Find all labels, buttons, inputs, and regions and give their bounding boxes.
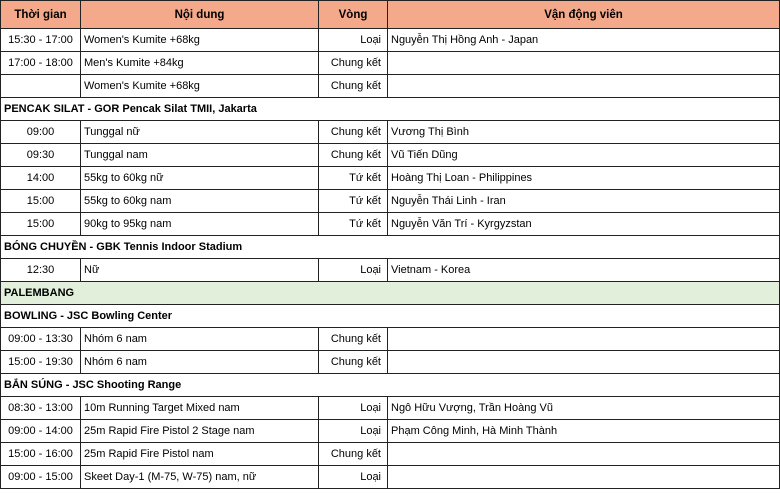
- content-cell: Men's Kumite +84kg: [81, 52, 319, 75]
- time-cell: 08:30 - 13:00: [1, 397, 81, 420]
- content-cell: Women's Kumite +68kg: [81, 29, 319, 52]
- athlete-cell: Nguyễn Thái Linh - Iran: [388, 190, 780, 213]
- time-cell: 09:00 - 15:00: [1, 466, 81, 489]
- athlete-cell: [388, 328, 780, 351]
- time-cell: [1, 75, 81, 98]
- header-content: Nội dung: [81, 1, 319, 29]
- table-row: [1, 328, 780, 351]
- content-cell: 55kg to 60kg nam: [81, 190, 319, 213]
- time-cell: 15:00 - 19:30: [1, 351, 81, 374]
- content-cell: Tunggal nữ: [81, 121, 319, 144]
- header-round: Vòng: [319, 1, 388, 29]
- athlete-cell: Phạm Công Minh, Hà Minh Thành: [388, 420, 780, 443]
- table-row: [1, 443, 780, 466]
- table-row: [1, 466, 780, 489]
- header-time: Thời gian: [1, 1, 81, 29]
- schedule-body: [1, 29, 780, 489]
- round-cell: Chung kết: [319, 443, 388, 466]
- time-cell: 15:00 - 16:00: [1, 443, 81, 466]
- time-cell: 09:30: [1, 144, 81, 167]
- round-cell: Chung kết: [319, 52, 388, 75]
- content-cell: 55kg to 60kg nữ: [81, 167, 319, 190]
- time-cell: 12:30: [1, 259, 81, 282]
- athlete-cell: Vietnam - Korea: [388, 259, 780, 282]
- round-cell: Tứ kết: [319, 190, 388, 213]
- table-row: [1, 397, 780, 420]
- table-row: [1, 190, 780, 213]
- table-row: [1, 144, 780, 167]
- round-cell: Loại: [319, 420, 388, 443]
- athlete-cell: [388, 351, 780, 374]
- city-title: PALEMBANG: [1, 282, 780, 305]
- athlete-cell: [388, 52, 780, 75]
- time-cell: 15:30 - 17:00: [1, 29, 81, 52]
- athlete-cell: [388, 75, 780, 98]
- time-cell: 17:00 - 18:00: [1, 52, 81, 75]
- round-cell: Loại: [319, 466, 388, 489]
- section-row: [1, 98, 780, 121]
- table-row: [1, 351, 780, 374]
- table-row: [1, 52, 780, 75]
- section-row: [1, 236, 780, 259]
- section-title: BÓNG CHUYỀN - GBK Tennis Indoor Stadium: [1, 236, 780, 259]
- header-row: [1, 1, 780, 29]
- athlete-cell: Hoàng Thị Loan - Philippines: [388, 167, 780, 190]
- athlete-cell: Nguyễn Văn Trí - Kyrgyzstan: [388, 213, 780, 236]
- time-cell: 14:00: [1, 167, 81, 190]
- content-cell: 90kg to 95kg nam: [81, 213, 319, 236]
- athlete-cell: Ngô Hữu Vượng, Trần Hoàng Vũ: [388, 397, 780, 420]
- time-cell: 09:00 - 13:30: [1, 328, 81, 351]
- round-cell: Chung kết: [319, 144, 388, 167]
- table-row: [1, 75, 780, 98]
- table-row: [1, 259, 780, 282]
- time-cell: 15:00: [1, 213, 81, 236]
- content-cell: Tunggal nam: [81, 144, 319, 167]
- round-cell: Chung kết: [319, 75, 388, 98]
- round-cell: Chung kết: [319, 328, 388, 351]
- time-cell: 09:00 - 14:00: [1, 420, 81, 443]
- table-row: [1, 121, 780, 144]
- athlete-cell: [388, 443, 780, 466]
- content-cell: Nữ: [81, 259, 319, 282]
- round-cell: Chung kết: [319, 351, 388, 374]
- athlete-cell: [388, 466, 780, 489]
- content-cell: Nhóm 6 nam: [81, 351, 319, 374]
- athlete-cell: Nguyễn Thị Hồng Anh - Japan: [388, 29, 780, 52]
- content-cell: 25m Rapid Fire Pistol nam: [81, 443, 319, 466]
- round-cell: Loại: [319, 259, 388, 282]
- section-title: BOWLING - JSC Bowling Center: [1, 305, 780, 328]
- section-row: [1, 374, 780, 397]
- time-cell: 09:00: [1, 121, 81, 144]
- athlete-cell: Vũ Tiến Dũng: [388, 144, 780, 167]
- section-title: BẮN SÚNG - JSC Shooting Range: [1, 374, 780, 397]
- round-cell: Chung kết: [319, 121, 388, 144]
- table-row: [1, 29, 780, 52]
- round-cell: Tứ kết: [319, 167, 388, 190]
- content-cell: Skeet Day-1 (M-75, W-75) nam, nữ: [81, 466, 319, 489]
- city-row: [1, 282, 780, 305]
- round-cell: Loại: [319, 29, 388, 52]
- content-cell: Nhóm 6 nam: [81, 328, 319, 351]
- table-row: [1, 167, 780, 190]
- table-row: [1, 213, 780, 236]
- athlete-cell: Vương Thị Bình: [388, 121, 780, 144]
- round-cell: Tứ kết: [319, 213, 388, 236]
- content-cell: 10m Running Target Mixed nam: [81, 397, 319, 420]
- round-cell: Loại: [319, 397, 388, 420]
- content-cell: Women's Kumite +68kg: [81, 75, 319, 98]
- time-cell: 15:00: [1, 190, 81, 213]
- content-cell: 25m Rapid Fire Pistol 2 Stage nam: [81, 420, 319, 443]
- table-row: [1, 420, 780, 443]
- header-athlete: Vận động viên: [388, 1, 780, 29]
- section-row: [1, 305, 780, 328]
- section-title: PENCAK SILAT - GOR Pencak Silat TMII, Jakarta: [1, 98, 780, 121]
